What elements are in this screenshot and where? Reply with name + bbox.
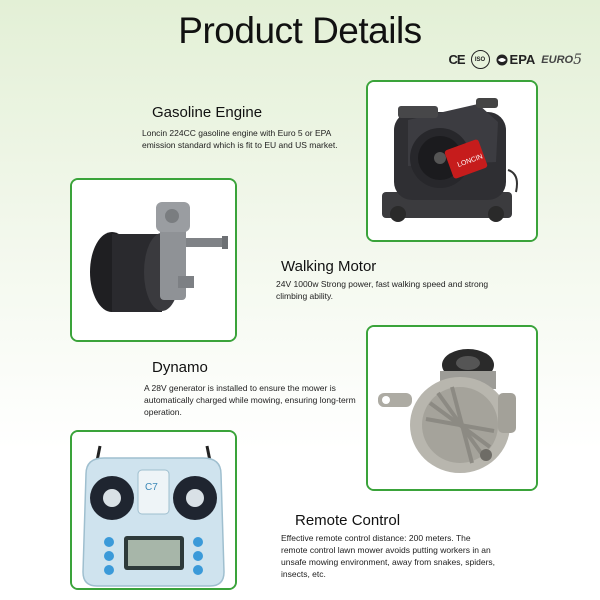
euro-label: EURO [541,53,574,66]
walking-motor-description: 24V 1000w Strong power, fast walking speed and strong climbing ability. [276,279,489,301]
gasoline-engine-image-card [366,80,538,242]
remote-model-label: C7 [145,482,158,493]
remote-control-title: Remote Control [295,512,401,529]
euro5-logo-icon [541,52,582,68]
gasoline-engine-photo-icon [368,82,536,240]
dynamo-title: Dynamo [152,359,208,376]
remote-control-photo-icon [72,432,235,588]
certification-logos [448,50,582,69]
iso-icon: ISO [471,50,490,69]
remote-control-image-card [70,430,237,590]
walking-motor-photo-icon [72,180,235,340]
dynamo-photo-icon [368,327,536,489]
dynamo-description: A 28V generator is installed to ensure the mower is automatically charged while mowing, ensuring long-term operation. [144,383,356,417]
remote-control-description: Effective remote control distance: 200 meters. The remote control lawn mower avoids putting workers in an unsafe mowing environment, away from snakes, spiders, insects, etc. [281,533,496,579]
walking-motor-title: Walking Motor [281,258,377,275]
dynamo-image-card [366,325,538,491]
epa-label: EPA [509,52,536,67]
walking-motor-image-card [70,178,237,342]
euro-number: 5 [573,51,582,68]
epa-logo-icon [496,52,536,67]
gasoline-engine-description: Loncin 224CC gasoline engine with Euro 5 or EPA emission standard which is fit to EU and US market. [142,128,338,150]
page-title: Product Details [178,10,422,51]
gasoline-engine-title: Gasoline Engine [152,104,263,121]
engine-brand-label: LONCIN [456,153,484,169]
ce-mark-icon: CE [448,52,465,67]
